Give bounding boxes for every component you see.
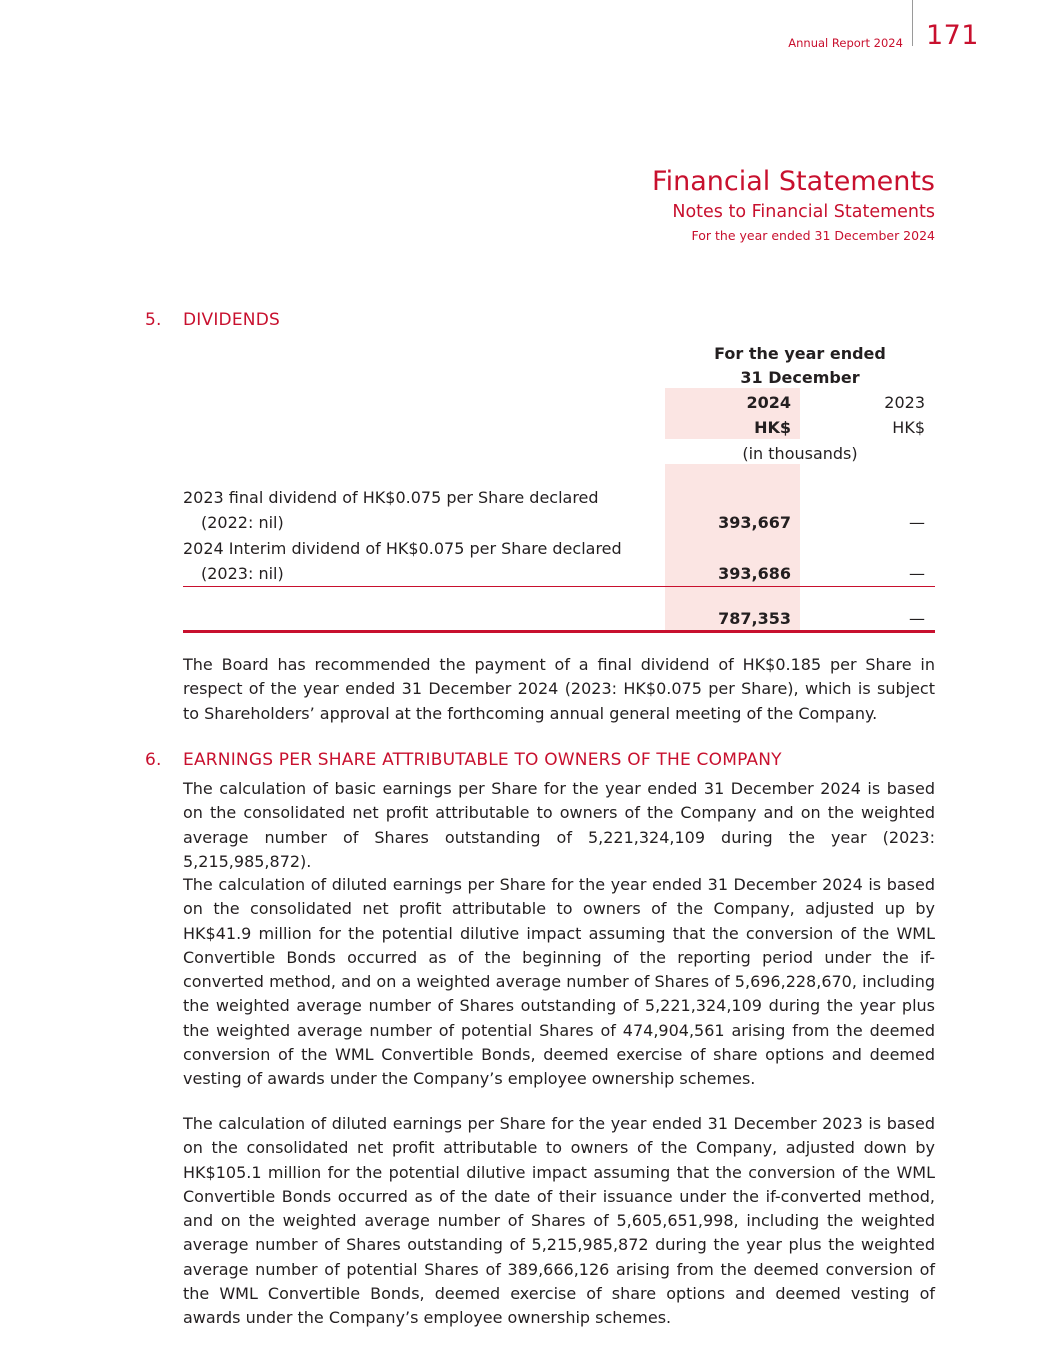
header-divider	[912, 0, 913, 46]
note-5-title: DIVIDENDS	[183, 310, 280, 330]
section-heading	[652, 166, 935, 245]
note-6-title: EARNINGS PER SHARE ATTRIBUTABLE TO OWNERS OF THE COMPANY	[183, 750, 782, 770]
period-header-line-1: For the year ended	[714, 344, 886, 363]
currency-current-header: HK$	[754, 418, 791, 437]
running-title: Annual Report 2024	[788, 36, 903, 50]
basic-eps-paragraph: The calculation of basic earnings per Share for the year ended 31 December 2024 is based on the consolidated net profit attributable to owners of the Company and on the weighted average number of Shares outstanding of 5,221,324,109 during the year (2023: 5,215,985,872).	[183, 779, 935, 871]
row-1-label-line-1: 2023 final dividend of HK$0.075 per Share declared	[183, 488, 599, 507]
note-6-number: 6.	[145, 750, 162, 770]
section-subtitle: Notes to Financial Statements	[672, 202, 935, 222]
section-title: Financial Statements	[652, 166, 935, 197]
row-2-value-current: 393,686	[718, 564, 791, 583]
row-1-label-line-2: (2022: nil)	[201, 513, 284, 532]
section-period: For the year ended 31 December 2024	[691, 228, 935, 243]
row-2-label-line-2: (2023: nil)	[201, 564, 284, 583]
row-2-label-line-1: 2024 Interim dividend of HK$0.075 per Share declared	[183, 539, 622, 558]
year-current-header: 2024	[746, 393, 791, 412]
row-1-value-prior: —	[909, 513, 925, 532]
total-value-prior: —	[909, 609, 925, 628]
year-prior-header: 2023	[884, 393, 925, 412]
diluted-eps-2023-paragraph: The calculation of diluted earnings per Share for the year ended 31 December 2023 is based on the consolidated net profit attributable to owners of the Company, adjusted down by HK$105.1 million for the potential dilutive impact assuming that the conversion of the WML Convertible Bonds occurred as of the date of their issuance under the if-converted method, and on the weighted average number of Shares of 5,605,651,998, including the weighted average number of Shares outstanding of 5,215,985,872 during the year plus the weighted average number of potential Shares of 389,666,126 arising from the deemed conversion of the WML Convertible Bonds, deemed exercise of share options and deemed vesting of awards under the Company’s employee ownership schemes.	[183, 1114, 935, 1328]
dividend-recommendation-paragraph: The Board has recommended the payment of a final dividend of HK$0.185 per Share in respect of the year ended 31 December 2024 (2023: HK$0.075 per Share), which is subject to Shareholders’ approval at the forthcoming annual general meeting of the Company.	[183, 655, 935, 723]
dividends-table	[183, 338, 935, 638]
total-rule	[183, 630, 935, 633]
note-5-heading	[145, 310, 280, 330]
unit-label: (in thousands)	[742, 444, 858, 463]
diluted-eps-2024-paragraph: The calculation of diluted earnings per Share for the year ended 31 December 2024 is based on the consolidated net profit attributable to owners of the Company, adjusted up by HK$41.9 million for the potential dilutive impact assuming that the conversion of the WML Convertible Bonds occurred as of the beginning of the reporting period under the if-converted method, and on a weighted average number of Shares of 5,696,228,670, including the weighted average number of Shares outstanding of 5,221,324,109 during the year plus the weighted average number of potential Shares of 474,904,561 arising from the deemed conversion of the WML Convertible Bonds, deemed exercise of share options and deemed vesting of awards under the Company’s employee ownership schemes.	[183, 875, 935, 1089]
page-number: 171	[925, 20, 979, 51]
currency-prior-header: HK$	[892, 418, 925, 437]
note-5-number: 5.	[145, 310, 162, 330]
note-6-heading	[145, 750, 782, 770]
row-2-value-prior: —	[909, 564, 925, 583]
period-header-line-2: 31 December	[740, 368, 860, 387]
running-header	[788, 0, 979, 50]
total-value-current: 787,353	[718, 609, 791, 628]
subtotal-rule	[183, 586, 935, 587]
current-year-column-shade	[665, 464, 800, 630]
row-1-value-current: 393,667	[718, 513, 791, 532]
